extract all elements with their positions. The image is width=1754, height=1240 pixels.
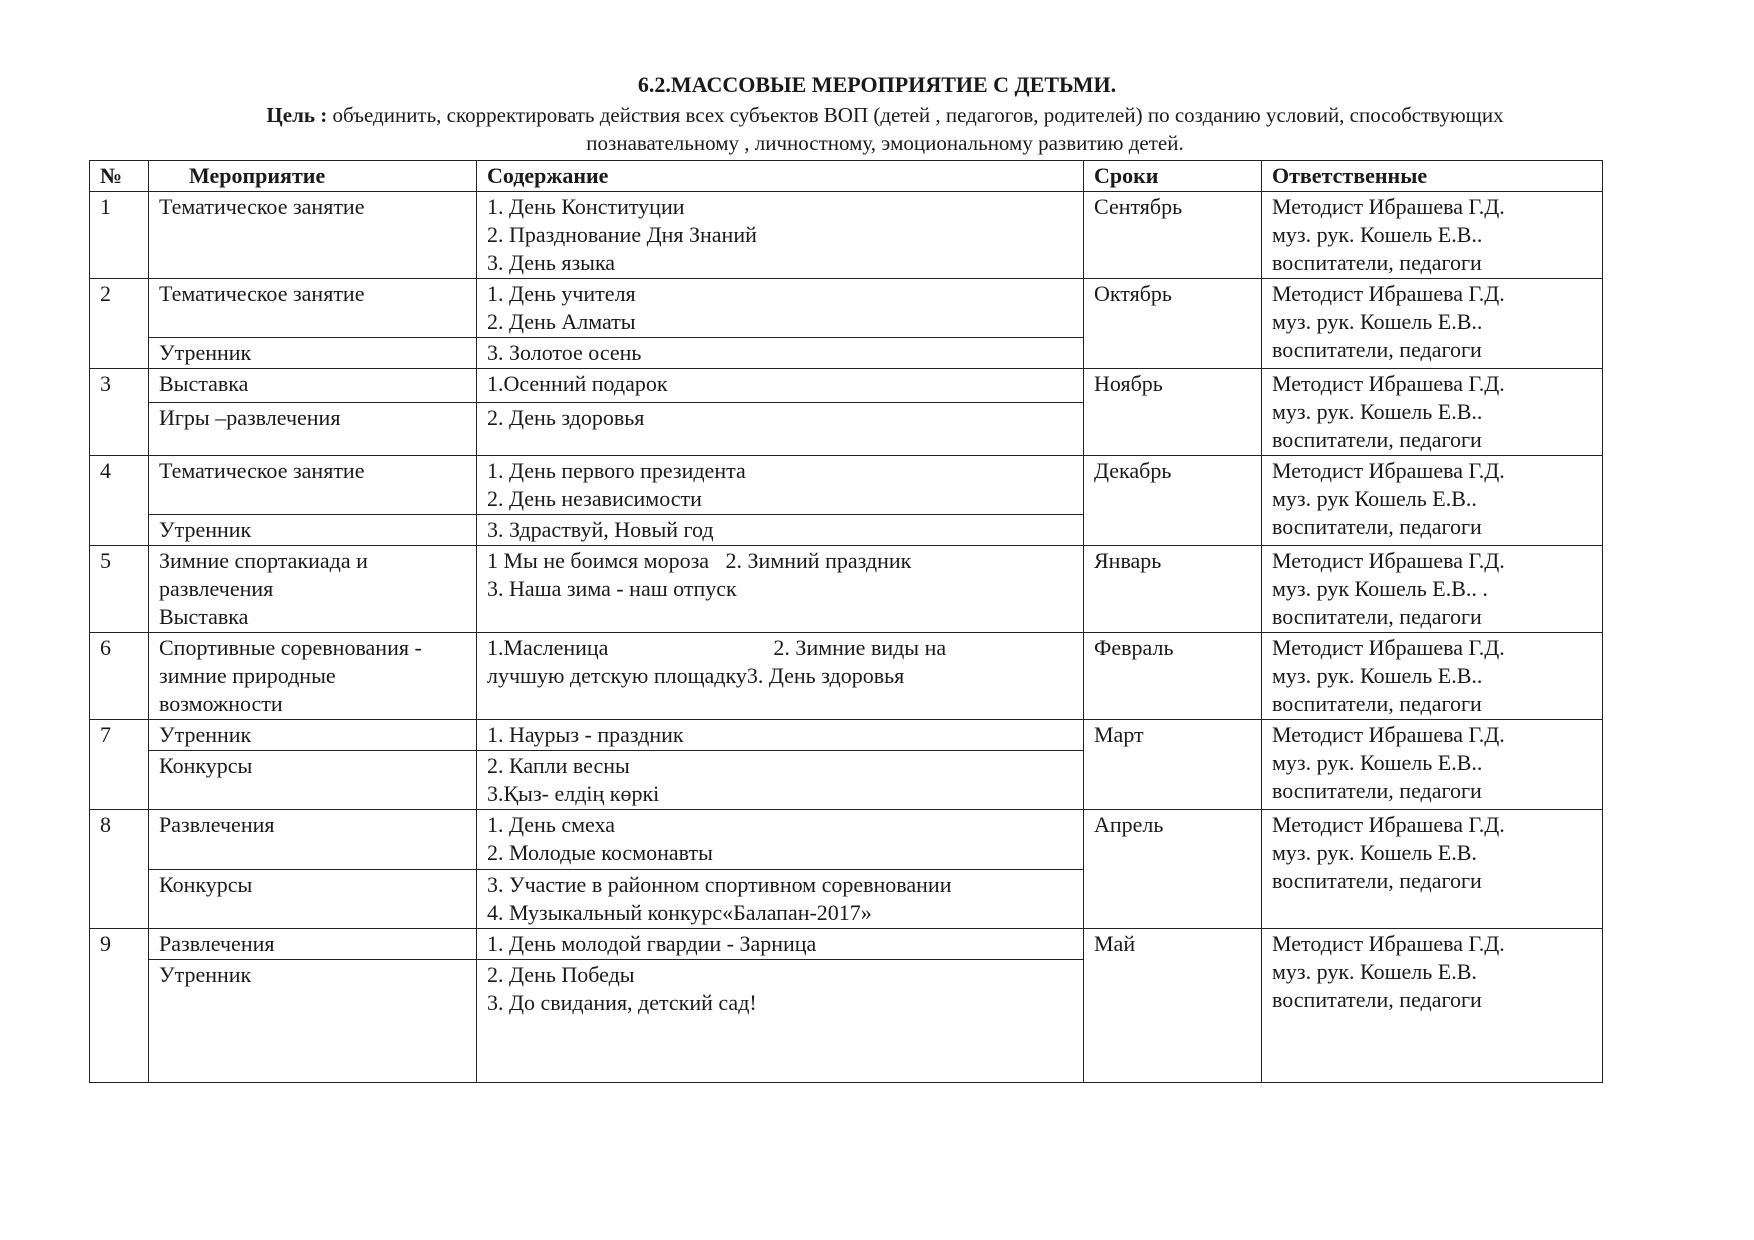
event-name: Утренник xyxy=(159,517,252,542)
responsible-cell xyxy=(1262,810,1603,929)
event-name: зимние природные xyxy=(159,663,336,688)
event-name: Тематическое занятие xyxy=(159,281,365,306)
event-name: Спортивные соревнования - xyxy=(159,635,422,660)
content-cell xyxy=(477,810,1084,870)
event-cell xyxy=(149,870,477,929)
row-number: 4 xyxy=(90,456,149,546)
table-row xyxy=(90,929,1603,960)
header-number: № xyxy=(90,161,149,192)
event-cell xyxy=(149,751,477,810)
responsible-cell xyxy=(1262,633,1603,720)
content-item: 3. День языка xyxy=(487,250,616,275)
responsible-person: воспитатели, педагоги xyxy=(1272,337,1482,362)
content-cell xyxy=(477,456,1084,515)
event-name: развлечения xyxy=(159,576,274,601)
event-name: Конкурсы xyxy=(159,872,253,897)
event-name: Развлечения xyxy=(159,931,275,956)
month-cell: Октябрь xyxy=(1084,279,1262,369)
event-cell xyxy=(149,456,477,515)
event-cell xyxy=(149,633,477,720)
event-name: Выставка xyxy=(159,371,249,396)
responsible-person: воспитатели, педагоги xyxy=(1272,778,1482,803)
event-cell xyxy=(149,546,477,633)
content-item: 3.Қыз- елдің көркі xyxy=(487,781,660,806)
content-item: 2. Капли весны xyxy=(487,753,630,778)
content-cell xyxy=(477,960,1084,1083)
responsible-person: муз. рук. Кошель Е.В.. xyxy=(1272,309,1483,334)
content-item: 3. До свидания, детский сад! xyxy=(487,990,757,1015)
row-number: 9 xyxy=(90,929,149,1083)
events-table xyxy=(89,160,1603,1083)
row-number: 1 xyxy=(90,192,149,279)
event-cell xyxy=(149,192,477,279)
goal-text: объединить, скорректировать действия всех субъектов ВОП (детей , педагогов, родителей) по созданию условий, способствующих xyxy=(327,103,1504,127)
table-body xyxy=(90,192,1603,1083)
row-number: 2 xyxy=(90,279,149,369)
table-row xyxy=(90,720,1603,751)
responsible-person: муз. рук. Кошель Е.В. xyxy=(1272,840,1477,865)
event-name: Выставка xyxy=(159,604,249,629)
content-cell xyxy=(477,192,1084,279)
responsible-cell xyxy=(1262,720,1603,810)
responsible-person: Методист Ибрашева Г.Д. xyxy=(1272,458,1505,483)
row-number: 7 xyxy=(90,720,149,810)
event-name: Зимние спортакиада и xyxy=(159,548,368,573)
event-cell xyxy=(149,279,477,338)
content-item: 2. Празднование Дня Знаний xyxy=(487,222,757,247)
content-cell xyxy=(477,546,1084,633)
responsible-person: воспитатели, педагоги xyxy=(1272,987,1482,1012)
responsible-cell xyxy=(1262,192,1603,279)
content-item: 2. День здоровья xyxy=(487,405,645,431)
event-name: возможности xyxy=(159,691,283,716)
table-header-row xyxy=(90,161,1603,192)
header-content: Содержание xyxy=(477,161,1084,192)
event-name: Развлечения xyxy=(159,812,275,837)
responsible-person: воспитатели, педагоги xyxy=(1272,691,1482,716)
event-name: Конкурсы xyxy=(159,753,253,778)
responsible-person: Методист Ибрашева Г.Д. xyxy=(1272,931,1505,956)
table-row xyxy=(90,810,1603,870)
table-row xyxy=(90,456,1603,515)
content-cell xyxy=(477,720,1084,751)
table-row xyxy=(90,192,1603,279)
content-cell xyxy=(477,870,1084,929)
table-row xyxy=(90,546,1603,633)
content-item: 3. Участие в районном спортивном соревновании xyxy=(487,872,952,897)
responsible-person: воспитатели, педагоги xyxy=(1272,868,1482,893)
responsible-person: Методист Ибрашева Г.Д. xyxy=(1272,548,1505,573)
responsible-cell xyxy=(1262,546,1603,633)
event-cell xyxy=(149,929,477,960)
responsible-person: муз. рук Кошель Е.В.. xyxy=(1272,486,1477,511)
event-cell xyxy=(149,515,477,546)
table-row xyxy=(90,633,1603,720)
row-number: 3 xyxy=(90,369,149,456)
content-item: 1. День смеха xyxy=(487,812,615,837)
responsible-person: муз. рук Кошель Е.В.. . xyxy=(1272,576,1488,601)
responsible-person: воспитатели, педагоги xyxy=(1272,514,1482,539)
content-cell xyxy=(477,369,1084,403)
responsible-person: Методист Ибрашева Г.Д. xyxy=(1272,722,1505,747)
row-number: 8 xyxy=(90,810,149,929)
responsible-person: муз. рук. Кошель Е.В.. xyxy=(1272,750,1483,775)
goal-text-continued: познавательному , личностному, эмоциональному развитию детей. xyxy=(586,131,1184,155)
content-item: 2. День Алматы xyxy=(487,309,636,334)
content-item: 1 Мы не боимся мороза 2. Зимний праздник xyxy=(487,548,912,573)
content-item: 2. День Победы xyxy=(487,962,635,987)
content-cell xyxy=(477,403,1084,456)
content-item: 4. Музыкальный конкурс«Балапан-2017» xyxy=(487,900,872,925)
content-item: 1. День первого президента xyxy=(487,458,746,483)
event-cell xyxy=(149,810,477,870)
responsible-person: муз. рук. Кошель Е.В.. xyxy=(1272,222,1483,247)
content-cell xyxy=(477,338,1084,369)
content-item: 2. День независимости xyxy=(487,486,702,511)
event-cell xyxy=(149,369,477,403)
content-cell xyxy=(477,929,1084,960)
header-responsible: Ответственные xyxy=(1262,161,1603,192)
responsible-person: воспитатели, педагоги xyxy=(1272,604,1482,629)
month-cell: Май xyxy=(1084,929,1262,1083)
table-row xyxy=(90,279,1603,338)
responsible-person: Методист Ибрашева Г.Д. xyxy=(1272,281,1505,306)
row-number: 6 xyxy=(90,633,149,720)
page-title: 6.2.МАССОВЫЕ МЕРОПРИЯТИЕ С ДЕТЬМИ. xyxy=(637,72,1117,97)
content-item: 2. Молодые космонавты xyxy=(487,840,713,865)
content-item: 1. День Конституции xyxy=(487,194,685,219)
responsible-person: муз. рук. Кошель Е.В. xyxy=(1272,959,1477,984)
content-cell xyxy=(477,751,1084,810)
content-item: 1.Осенний подарок xyxy=(487,371,668,396)
goal-label: Цель : xyxy=(266,103,328,127)
goal-statement xyxy=(110,101,1660,157)
content-item: 1. День молодой гвардии - Зарница xyxy=(487,931,817,956)
row-number: 5 xyxy=(90,546,149,633)
event-cell xyxy=(149,403,477,456)
responsible-person: Методист Ибрашева Г.Д. xyxy=(1272,635,1505,660)
responsible-person: Методист Ибрашева Г.Д. xyxy=(1272,812,1505,837)
content-item: 3. Наша зима - наш отпуск xyxy=(487,576,737,601)
responsible-cell xyxy=(1262,369,1603,456)
responsible-cell xyxy=(1262,456,1603,546)
content-cell xyxy=(477,515,1084,546)
responsible-person: Методист Ибрашева Г.Д. xyxy=(1272,371,1505,396)
month-cell: Март xyxy=(1084,720,1262,810)
event-cell xyxy=(149,720,477,751)
month-cell: Апрель xyxy=(1084,810,1262,929)
month-cell: Февраль xyxy=(1084,633,1262,720)
responsible-person: воспитатели, педагоги xyxy=(1272,250,1482,275)
content-item: 3. Золотое осень xyxy=(487,340,642,365)
month-cell: Ноябрь xyxy=(1084,369,1262,456)
event-name: Тематическое занятие xyxy=(159,194,365,219)
content-item: 1. Наурыз - праздник xyxy=(487,722,684,747)
content-item: 3. Здраствуй, Новый год xyxy=(487,517,714,542)
event-name: Утренник xyxy=(159,722,252,747)
event-cell xyxy=(149,338,477,369)
table-row xyxy=(90,369,1603,403)
content-item: 1.Масленица 2. Зимние виды на xyxy=(487,635,947,660)
responsible-person: муз. рук. Кошель Е.В.. xyxy=(1272,399,1483,424)
responsible-person: воспитатели, педагоги xyxy=(1272,427,1482,452)
month-cell: Сентябрь xyxy=(1084,192,1262,279)
header-event: Мероприятие xyxy=(149,161,477,192)
responsible-person: Методист Ибрашева Г.Д. xyxy=(1272,194,1505,219)
responsible-cell xyxy=(1262,279,1603,369)
month-cell: Декабрь xyxy=(1084,456,1262,546)
responsible-person: муз. рук. Кошель Е.В.. xyxy=(1272,663,1483,688)
event-name: Игры –развлечения xyxy=(159,405,341,431)
content-cell xyxy=(477,633,1084,720)
month-cell: Январь xyxy=(1084,546,1262,633)
responsible-cell xyxy=(1262,929,1603,1083)
content-item: лучшую детскую площадку3. День здоровья xyxy=(487,663,905,688)
event-name: Утренник xyxy=(159,340,252,365)
event-cell xyxy=(149,960,477,1083)
content-cell xyxy=(477,279,1084,338)
content-item: 1. День учителя xyxy=(487,281,636,306)
header-dates: Сроки xyxy=(1084,161,1262,192)
event-name: Тематическое занятие xyxy=(159,458,365,483)
event-name: Утренник xyxy=(159,962,252,987)
